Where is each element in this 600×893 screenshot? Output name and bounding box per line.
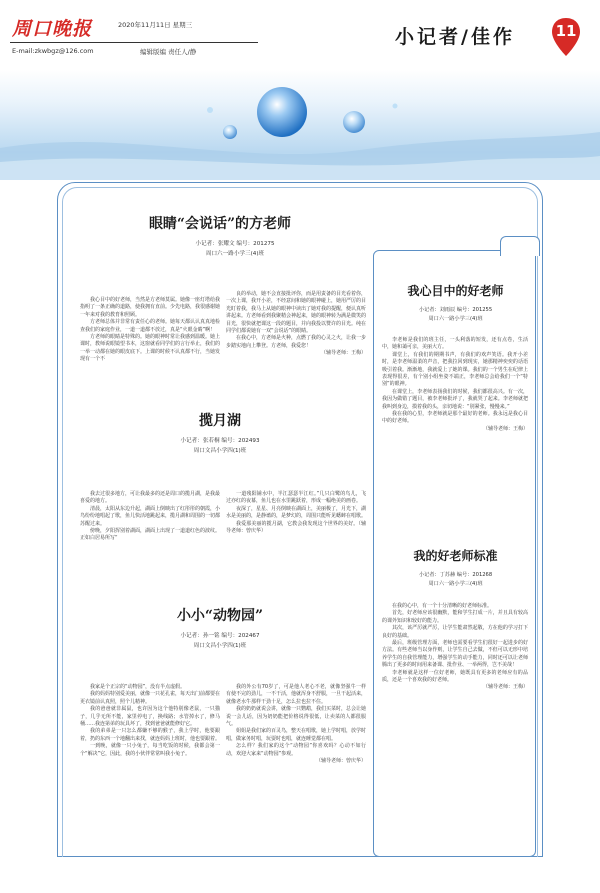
article-body-col1 (80, 297, 220, 364)
paragraph: 我的弟弟是一只怎么都嫌不够的猴子，我上学时，他要跟着，扔的东西一个地翻出来找，就连妈妈上班时，他也要跟着。 (80, 728, 221, 742)
page-number-pin (550, 16, 582, 54)
paragraph: 课堂上，有我们的期期书声，有我们的欢声笑语。我开小差时，是李老师温柔的声音，把我拉回到现实，她那精神奕奕的话语吸引着我。渐渐地，我就爱上了她的课。我们的一个男生在纪律上表现得很差，有个别小组坐姿不端正，李老师总会给我们一个“特别”的眼神。 (382, 351, 528, 388)
article-title: 揽月湖 (199, 413, 241, 429)
section-title: 小记者/佳作 (395, 26, 515, 48)
article-byline: 小记者：张若桐 编号：202493 (180, 438, 260, 444)
paragraph: 李老师是我们的班主任，一头利落的短发，还有点卷，生活中，她和蔼可亲，美丽大方。 (382, 337, 528, 351)
masthead (0, 0, 600, 70)
paragraph: 良的举动，她不会直接批评你，而是用责备的目光看着你，一次上课，我开小差，不经意间和她的眼神碰上，她用严厉的目光盯着我，我马上从她的眼神中读出了她对我的提醒，便认真听讲起来。方老师看到我聚精会神起来，她的眼神转为满是微笑的目光，很快就把课这一段的题目，并向我投以赞许的目光。纯在同学们都说她有一双“会说话”的眼睛。 (226, 291, 367, 335)
paragraph: 方老师总体并非常有责任心的老师。她每天都认认真真地检查我们的家庭作业，一道一道都不放过，真是“火眼金睛”啊！ (80, 319, 221, 333)
page-number: 11 (555, 22, 577, 40)
advisor-credit: （辅导老师：王梅） (320, 350, 366, 357)
paragraph: 其次，该严厉就严厉，让学生能肃然起敬，方在他的学习打下良好的基础。 (382, 625, 528, 639)
editor-credits: 编辑版编 责任人/静 (140, 48, 197, 56)
paragraph: 在课堂上，李老师表扬我们的时候，我们都很高兴。有一次，我因为做错了题目，被李老师批评了，我就哭了起来。李老师就把我叫到身边，摸着我的头，亲切地说：“别紧张，慢慢来。” (382, 388, 528, 410)
article-title: 眼睛“会说话”的方老师 (148, 216, 292, 232)
newspaper-logo: 周口晚报 (12, 18, 93, 40)
advisor-credit: （辅导老师：王梅） (482, 425, 528, 432)
sidebar-article-body (382, 337, 528, 433)
article-body-col2 (226, 491, 366, 535)
paragraph: 我的爸爸就非属鼠，也许因为这个他特别像老鼠，一只猫子，几乎无所不能，家里停电了，换线路；水管掉水了，修马桶……我连第弟的玩具坏了，找到爸爸就能修好它。 (80, 706, 220, 728)
banner-art (0, 70, 600, 180)
article-school: 周口六一路小学三(4)班 (428, 316, 483, 322)
paragraph: 姐姐是我们家的百灵鸟，整天在唱歌，她上学时唱，放学时唱，做家务时唱，玩耍时也唱，就连睡觉都在唱。 (226, 728, 367, 742)
advisor-credit: （辅导老师：曾庆华） (315, 758, 366, 765)
contact-email: E-mail:zkwbgz@126.com (12, 47, 94, 55)
paragraph: 我心目中的好老师，当然是方老师莫属。她像一座灯塔给我指明了一条正确的道路，使我拥有直前。少先电路，我很感谢她一年来对我的教育和照顾。 (80, 297, 221, 318)
article-school: 周口文昌小学四(1)班 (193, 448, 247, 454)
sidebar-article-body (382, 603, 528, 692)
paragraph: 在我的心中，有一个十分清晰的好老师标准。 (392, 603, 493, 609)
paragraph: 首先，好老师应该很幽默，能和学生打成一片，并且具有较高的课外知识和较好的能力。 (382, 610, 528, 624)
paragraph: 最后，班级管理方面，老师也需要看学生们很好一起进步的好方法。有些老师当以身作则，让学生自己去做，不但可以无形中培养学生的自我管理能力，增强学生的动手能力，同时还可以让老师腾出了更多的时间用来备课、批作业、一举两得，岂不美哉！ (382, 640, 528, 669)
article-body-col1 (80, 684, 220, 758)
article-byline: 小记者：刘雨辰 编号：201255 (418, 307, 493, 313)
article-byline: 小记者：孙一铭 编号：202467 (180, 633, 260, 639)
sky-banner (0, 70, 600, 180)
sidebar-tab (500, 236, 540, 256)
header-rule (10, 42, 258, 43)
article-byline: 小记者：张耀文 编号：201275 (195, 241, 275, 247)
paragraph: 清晨，太阳从东边升起，湖面上倒映出了红彤彤的朝霞，小鸟纷纷地唱起了歌，鱼儿快活地跳起来，揽月湖和周围的一切都苏醒过来。 (80, 505, 221, 527)
paragraph: 我爱那美丽的揽月湖，它教会我发现这个世界的美好。（辅导老师：曾庆华） (226, 520, 366, 535)
sidebar-article-title: 我的好老师标准 (413, 549, 498, 563)
paragraph: 我的奶奶就说会讲，就像一只鹦鹉，我们买菜时，总会让她说一会儿话，因为奶奶能把价格说得很低，让卖菜的人都很服气。 (226, 706, 367, 728)
paragraph: 一道残阳铺水中，半江瑟瑟半江红。”几只白鹭的鸟儿，飞过亦红的夜幕，鱼儿也在水里跳跃着，形成一幅绝美的画卷。 (226, 491, 366, 505)
paragraph: 我的妈妈特别爱美丽，就像一只花孔雀，每天出门前都要在更衣镜前认真照，照个儿精神。 (80, 691, 221, 705)
article-school: 周口文昌小学四(1)班 (193, 643, 247, 649)
paragraph: 方老师的眼睛是特殊的。她的眼神时常让我感到温暖。她上课时，教师说眼镜望书本，这窗就看同学们的言行举止，我们的一举一动都在她的眼皮底下。上课的时候不认真都不行，当她发现有一个不 (80, 334, 221, 363)
paragraph: 我的外公有70岁了，可是他人老心不老，就像坚强牛一样有使不完的劲儿，一不干活，他就浑身不舒服，一旦干起活来，就像老水牛那样干劲十足，怎么拉也拉不住。 (226, 684, 367, 705)
article-body-col2 (226, 684, 366, 765)
paragraph: 夜深了，星星、月亮倒映在湖面上，美丽极了，月光下，湖水是美丽的，是静谧的，是梦幻的，周围只能听见蟋蟀在唱歌。 (226, 505, 367, 520)
advisor-credit: （辅导老师：王梅） (482, 684, 528, 691)
article-byline: 小记者：丁苏赫 编号：201268 (418, 572, 493, 578)
article-title: 小小“动物园” (176, 608, 264, 624)
paragraph: 一到晚，就像一只小兔子，每当吃饭的时候，我都会第一个“解决”它，因此，我的小伙伴常常叫我小兔子。 (80, 743, 220, 757)
article-body-col2 (226, 291, 366, 358)
paragraph: 我去过很多地方，可让我最多的还是周口的揽月湖，是我最喜爱的地方。 (80, 491, 221, 505)
article-school: 周口六一路小学三(4)班 (205, 251, 265, 257)
article-school: 周口六一路小学三(4)班 (428, 581, 483, 587)
article-body-col1 (80, 491, 220, 543)
paragraph: 怎么样？我们家的这个“动物园”你喜欢吗？心动不如行动，欢迎大家来“动物园”参观。 (226, 743, 366, 757)
paragraph: 我家是个正宗的“动物园”，没有半点虚假。 (90, 684, 186, 690)
paragraph: 傍晚，夕阳挥别着湖面，湖面上出现了一道道红色的波纹。正如白居易所写“ (80, 528, 221, 542)
paragraph: 我在我的心里，李老师就是那个最好的老师。我永远是我心目中的好老师。 (382, 411, 528, 425)
paragraph: 李老师就是这样一位好老师，她既具有更多的老师应有的品质，还是一个喜欢我的好老师。 (382, 669, 528, 684)
sidebar-article-title: 我心目中的好老师 (407, 284, 504, 298)
issue-date: 2020年11月11日 星期三 (118, 21, 193, 29)
paragraph: 在我心中，方老师是火种，点燃了我的心灵之火，让我一步步踏实地向上攀登。方老师，我爱您！ (226, 335, 367, 349)
